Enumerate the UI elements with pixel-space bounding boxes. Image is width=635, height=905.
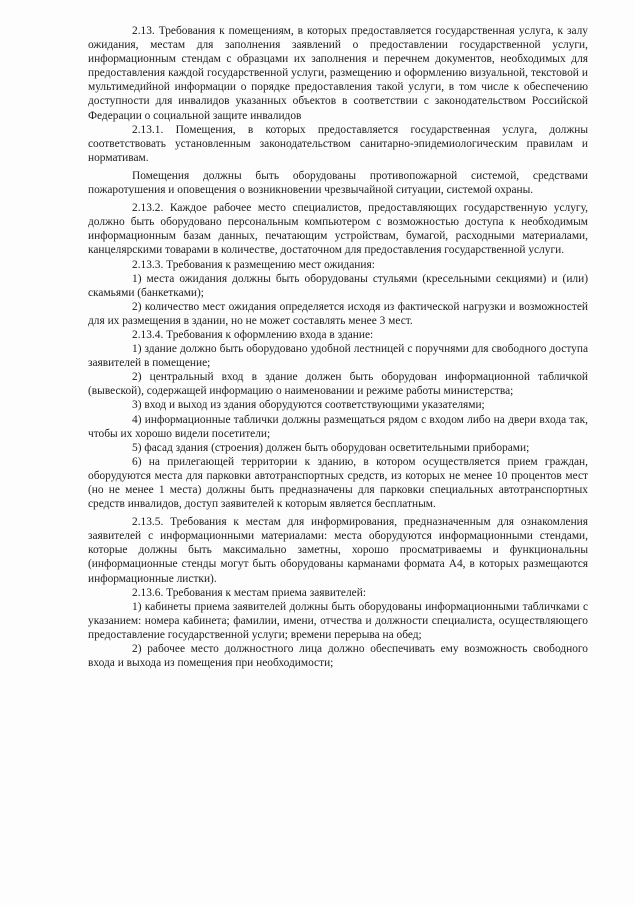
paragraph-parking: 6) на прилегающей территории к зданию, в котором осуществляется прием граждан, оборудуются места для парковки автотранспортных средств, из которых не менее 10 процентов мест (но не менее 1 места) должны быть предназначены для парковки специальных автотранспортных средств инвалидов, доступ заявителей к которым является бесплатным. xyxy=(88,455,588,511)
paragraph-entrance-sign: 2) центральный вход в здание должен быть оборудован информационной табличкой (вывеской), содержащей информацию о наименовании и режиме работы министерства; xyxy=(88,371,588,398)
paragraph-2-13-6: 2.13.6. Требования к местам приема заявителей: xyxy=(132,586,366,599)
paragraph-2-13-5: 2.13.5. Требования к местам для информирования, предназначенным для ознакомления заявителей с информационными материалами: места оборудуются информационными стендами, которые должны быть максимально заметны, хорошо просматриваемы и функциональны (информационные стенды могут быть оборудованы карманами формата А4, в которых размещаются информационные листки). xyxy=(88,516,588,585)
paragraph-2-13-4: 2.13.4. Требования к оформлению входа в здание: xyxy=(132,328,374,341)
paragraph-workplace: 2) рабочее место должностного лица должно обеспечивать ему возможность свободного входа и выхода из помещения при необходимости; xyxy=(88,643,588,670)
paragraph-2-13-2: 2.13.2. Каждое рабочее место специалистов, предоставляющих государственную услугу, должно быть оборудовано персональным компьютером с возможностью доступа к необходимым информационным базам данных, печатающим устройствам, бумагой, расходными материалами, канцелярскими товарами в количестве, достаточном для предоставления государственной услуги. xyxy=(88,202,588,257)
paragraph-office-plates: 1) кабинеты приема заявителей должны быть оборудованы информационными табличками с указанием: номера кабинета; фамилии, имени, отчества и должности специалиста, осуществляющего предоставление государственной услуги; времени перерыва на обед; xyxy=(88,600,588,641)
document-body xyxy=(88,24,588,670)
paragraph-entrance-stairs: 1) здание должно быть оборудовано удобной лестницей с поручнями для свободного доступа заявителей в помещение; xyxy=(88,343,588,370)
paragraph-entrance-pointers: 3) вход и выход из здания оборудуются соответствующими указателями; xyxy=(132,399,485,412)
paragraph-2-13-1: 2.13.1. Помещения, в которых предоставляется государственная услуга, должны соответствовать установленным законодательством санитарно-эпидемиологическим правилам и нормативам. xyxy=(88,123,588,164)
paragraph-waiting-seats: 1) места ожидания должны быть оборудованы стульями (кресельными секциями) и (или) скамьями (банкетками); xyxy=(88,272,588,299)
paragraph-facade-lighting: 5) фасад здания (строения) должен быть оборудован осветительными приборами; xyxy=(132,441,530,454)
paragraph-2-13: 2.13. Требования к помещениям, в которых предоставляется государственная услуга, к залу ожидания, местам для заполнения заявлений о предоставлении государственной услуги, информационным стендам с образцами их заполнения и перечнем документов, необходимых для предоставления каждой государственной услуги, размещению и оформлению визуальной, текстовой и мультимедийной информации о порядке предоставления такой услуги, в том числе к обеспечению доступности для инвалидов указанных объектов в соответствии с законодательством Российской Федерации о социальной защите инвалидов xyxy=(88,25,588,122)
paragraph-fire-safety: Помещения должны быть оборудованы противопожарной системой, средствами пожаротушения и оповещения о возникновении чрезвычайной ситуации, системой охраны. xyxy=(88,169,588,197)
paragraph-2-13-3: 2.13.3. Требования к размещению мест ожидания: xyxy=(132,258,375,271)
paragraph-waiting-count: 2) количество мест ожидания определяется исходя из фактической нагрузки и возможностей для их размещения в здании, но не может составлять менее 3 мест. xyxy=(88,300,588,327)
paragraph-info-plates: 4) информационные таблички должны размещаться рядом с входом либо на двери входа так, чтобы их хорошо видели посетители; xyxy=(88,413,588,440)
